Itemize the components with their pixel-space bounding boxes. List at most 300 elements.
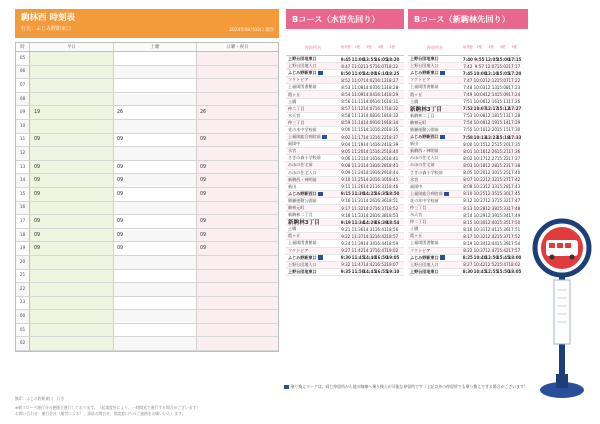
- trip-column-header: 3便: [366, 44, 372, 49]
- departure-time: 8:58: [341, 113, 351, 119]
- departure-time: 15:12: [496, 106, 510, 112]
- trip-column-header: 2便: [354, 44, 360, 49]
- stop-name-cell: [408, 240, 462, 246]
- stop-name: 新田: [288, 183, 297, 189]
- stop-name-cell: [286, 106, 340, 112]
- stop-row: [286, 134, 404, 141]
- departure-time: 8:53: [341, 84, 351, 90]
- departure-time: 9:02: [341, 134, 351, 140]
- stop-name: ふじみ野駅東口: [410, 70, 439, 76]
- stop-name: ふじみ野駅西口: [410, 134, 439, 140]
- departure-time: 11:50: [351, 269, 365, 275]
- departure-time: 14:34: [363, 240, 375, 246]
- stop-name: みほの住宅入口: [410, 155, 439, 161]
- departure-time: 9:45: [340, 56, 351, 62]
- holiday-minutes: [197, 297, 278, 310]
- departure-time: 9:08: [341, 162, 351, 168]
- departure-time: 16:47: [374, 248, 387, 254]
- departure-time: 7:52: [462, 106, 473, 112]
- hour-row: [16, 106, 278, 120]
- trip-column-header: 4便: [377, 44, 384, 49]
- departure-time: 7:42: [463, 63, 473, 69]
- transfer-badge-icon: [444, 192, 449, 197]
- stop-name: 上野台団地入口: [410, 261, 439, 267]
- departure-time: 10:13: [473, 134, 487, 140]
- departure-time: 18:31: [386, 99, 399, 105]
- stop-name-cell: [408, 99, 462, 105]
- departure-time: 10:06: [473, 99, 486, 105]
- departure-time: 10:00: [473, 70, 487, 76]
- departure-time: 16:36: [374, 198, 387, 204]
- departure-time: 8:00: [463, 141, 473, 147]
- departure-time: 17:42: [508, 177, 521, 183]
- departure-time: 15:13: [496, 113, 509, 119]
- hour-column-header: 時: [16, 43, 30, 51]
- stop-name-cell: [408, 212, 462, 218]
- stop-row: [408, 212, 520, 219]
- stop-name-cell: [286, 127, 340, 133]
- departure-time: 7:45: [462, 70, 473, 76]
- departure-time: 11:26: [351, 184, 364, 190]
- route-a-table: [286, 40, 404, 276]
- stop-name-cell: [286, 262, 340, 268]
- departure-time: 8:47: [341, 63, 351, 69]
- departure-time: 9:24: [341, 240, 351, 246]
- saturday-minutes: [114, 147, 197, 160]
- departure-time: 14:45: [363, 269, 377, 275]
- hour-cell: 08: [16, 93, 30, 106]
- departure-time: 16:55: [374, 269, 388, 275]
- departure-time: 14:04: [363, 92, 375, 98]
- stop-name: フクトピア: [410, 77, 431, 83]
- saturday-minutes: [114, 337, 197, 350]
- departure-time: 11:08: [351, 84, 364, 90]
- departure-time: 15:08: [496, 84, 509, 90]
- stop-name: 駒林元町: [288, 205, 305, 211]
- stop-name: フクトピア: [410, 247, 431, 253]
- departure-time: 8:19: [463, 240, 473, 246]
- weekday-minutes: 09: [30, 229, 114, 242]
- stop-row: [286, 170, 404, 177]
- stop-row: [286, 240, 404, 247]
- transfer-badge-icon: [322, 135, 327, 140]
- departure-time: 18:39: [386, 141, 399, 147]
- departure-time: 16:22: [374, 134, 387, 140]
- stop-column-header: 停留所名: [304, 44, 322, 50]
- stop-row: [286, 70, 404, 77]
- departure-time: 8:56: [341, 99, 351, 105]
- stop-name-cell: [286, 269, 340, 275]
- departure-time: 12:55: [485, 269, 499, 275]
- saturday-minutes: 09: [114, 188, 197, 201]
- destination-label: 行先：ふじみ野駅東口: [21, 26, 72, 32]
- departure-time: 11:13: [351, 113, 364, 119]
- saturday-minutes: [114, 283, 197, 296]
- weekday-minutes: [30, 270, 114, 283]
- departure-time: 8:08: [463, 184, 473, 190]
- departure-time: 7:47: [463, 77, 473, 83]
- departure-time: 8:15: [463, 219, 473, 225]
- departure-time: 8:17: [463, 233, 473, 239]
- departure-time: 8:03: [463, 162, 473, 168]
- stop-row: [408, 205, 520, 212]
- departure-time: 14:42: [363, 262, 375, 268]
- hour-cell: 12: [16, 147, 30, 160]
- stop-name-cell: [286, 177, 340, 183]
- departure-time: 14:27: [363, 205, 375, 211]
- stop-name: 霞ヶ丘: [288, 233, 301, 239]
- departure-time: 14:29: [363, 219, 377, 225]
- departure-time: 15:32: [496, 198, 509, 204]
- weekday-minutes: [30, 52, 114, 65]
- departure-time: 12:38: [485, 205, 497, 211]
- departure-time: 18:40: [386, 148, 399, 154]
- stop-name-cell: [408, 155, 462, 161]
- hour-cell: 13: [16, 161, 30, 174]
- saturday-minutes: [114, 297, 197, 310]
- stop-name-cell: [408, 127, 462, 133]
- departure-time: 15:00: [496, 56, 510, 62]
- departure-time: 10:25: [473, 191, 486, 197]
- departure-time: 12:35: [485, 191, 497, 197]
- departure-time: 10:02: [473, 77, 486, 83]
- stop-row: [286, 106, 404, 113]
- holiday-minutes: 09: [197, 161, 278, 174]
- departure-time: 12:23: [485, 134, 499, 140]
- hour-row: [16, 79, 278, 93]
- departure-time: 16:05: [374, 56, 388, 62]
- departure-time: 10:30: [473, 219, 486, 225]
- hour-cell: 21: [16, 270, 30, 283]
- holiday-minutes: [197, 324, 278, 337]
- departure-time: 17:17: [508, 63, 521, 69]
- departure-time: 9:35: [340, 269, 351, 275]
- saturday-minutes: [114, 324, 197, 337]
- hour-cell: 07: [16, 79, 30, 92]
- departure-time: 17:29: [508, 120, 521, 126]
- stop-name-cell: [286, 120, 340, 126]
- trip-column-header: 5便: [511, 44, 517, 49]
- departure-time: 17:57: [508, 248, 521, 254]
- stop-name-cell: [286, 240, 340, 246]
- transfer-badge-icon: [440, 135, 445, 140]
- departure-time: 12:30: [485, 170, 497, 176]
- departure-time: 7:51: [463, 99, 473, 105]
- departure-time: 8:50: [340, 70, 351, 76]
- departure-time: 10:34: [473, 240, 486, 246]
- stop-name-cell: [408, 198, 462, 204]
- departure-time: 16:12: [374, 77, 387, 83]
- departure-time: 12:33: [485, 184, 497, 190]
- saturday-minutes: 09: [114, 161, 197, 174]
- saturday-column-header: 土曜: [114, 43, 197, 51]
- departure-time: 8:16: [463, 226, 473, 232]
- stop-name-cell: [408, 248, 462, 254]
- departure-time: 17:30: [508, 127, 521, 133]
- departure-time: 11:36: [351, 226, 364, 232]
- departure-time: 17:28: [508, 113, 521, 119]
- departure-time: 16:39: [374, 219, 388, 225]
- departure-time: 12:10: [485, 70, 499, 76]
- departure-time: 9:17: [341, 205, 351, 211]
- stop-name: 霞ヶ丘: [410, 233, 423, 239]
- departure-time: 19:10: [386, 269, 400, 275]
- departure-time: 12:40: [485, 219, 497, 225]
- departure-time: 11:14: [351, 120, 364, 126]
- departure-time: 15:30: [496, 191, 509, 197]
- stop-row: [408, 155, 520, 162]
- stop-row: [408, 226, 520, 233]
- departure-time: 17:33: [508, 134, 522, 140]
- stop-name-cell: [286, 205, 340, 211]
- departure-time: 12:26: [485, 148, 497, 154]
- saturday-minutes: 26: [114, 106, 197, 119]
- stop-name: 勝瀬運動公園前: [288, 197, 317, 203]
- departure-time: 14:19: [363, 170, 375, 176]
- departure-time: 16:38: [374, 212, 387, 218]
- weekday-minutes: [30, 66, 114, 79]
- departure-time: 15:22: [496, 155, 509, 161]
- stop-row: [286, 255, 404, 262]
- departure-time: 8:52: [341, 77, 351, 83]
- departure-time: 10:27: [473, 198, 486, 204]
- stop-name-cell: [408, 77, 462, 83]
- route-b-header: Bコース（新駒林先回り）: [408, 9, 528, 29]
- holiday-minutes: [197, 79, 278, 92]
- stop-name-cell: [408, 56, 462, 62]
- stop-name: ふじみ野駅西口: [288, 190, 317, 196]
- departure-time: 10:03: [473, 84, 486, 90]
- stop-row: [286, 56, 404, 63]
- departure-time: 14:18: [363, 162, 375, 168]
- departure-time: 17:45: [508, 191, 521, 197]
- departure-time: 10:08: [473, 113, 486, 119]
- route-table-header: [286, 40, 404, 56]
- hourly-timetable: [15, 42, 279, 352]
- stop-row: [408, 141, 520, 148]
- stop-name: 上福岡総合病院前: [410, 190, 443, 196]
- departure-time: 14:14: [363, 141, 375, 147]
- departure-time: 16:07: [374, 63, 387, 69]
- departure-time: 9:04: [341, 141, 351, 147]
- departure-time: 18:22: [386, 63, 399, 69]
- hour-row: [16, 134, 278, 148]
- departure-time: 12:19: [485, 120, 497, 126]
- departure-time: 11:31: [351, 198, 364, 204]
- departure-time: 15:18: [496, 134, 510, 140]
- stop-row: [408, 240, 520, 247]
- departure-time: 15:47: [496, 262, 509, 268]
- stop-name: 福岡中: [288, 141, 301, 147]
- departure-time: 19:02: [386, 248, 399, 254]
- departure-time: 14:20: [363, 177, 375, 183]
- departure-time: 18:52: [386, 205, 399, 211]
- departure-time: 19:05: [386, 255, 400, 261]
- stop-name-cell: [286, 162, 340, 168]
- departure-time: 17:54: [508, 240, 521, 246]
- stop-name-cell: [286, 233, 340, 239]
- holiday-minutes: 09: [197, 215, 278, 228]
- departure-time: 7:58: [462, 134, 473, 140]
- timetable-title: 駒林西 時刻表: [21, 13, 75, 23]
- stop-name: フクトピア: [288, 77, 309, 83]
- hour-cell: 00: [16, 310, 30, 323]
- departure-time: 11:39: [351, 240, 364, 246]
- departure-time: 14:03: [363, 84, 375, 90]
- departure-time: 18:56: [386, 226, 399, 232]
- departure-time: 11:02: [351, 63, 364, 69]
- departure-time: 17:50: [508, 219, 521, 225]
- stop-name: ふじみ野駅東口: [288, 70, 317, 76]
- departure-time: 14:31: [363, 226, 375, 232]
- departure-time: 17:38: [508, 162, 521, 168]
- departure-time: 16:19: [374, 120, 387, 126]
- departure-time: 9:09: [341, 170, 351, 176]
- departure-time: 12:44: [485, 240, 497, 246]
- stop-name: 仲三丁目: [288, 119, 305, 125]
- departure-time: 9:05: [341, 148, 351, 154]
- departure-time: 11:32: [351, 205, 364, 211]
- stop-name: 霞ヶ丘: [410, 91, 423, 97]
- holiday-minutes: [197, 202, 278, 215]
- departure-time: 16:35: [374, 191, 388, 197]
- departure-time: 8:07: [463, 177, 473, 183]
- holiday-minutes: 09: [197, 242, 278, 255]
- departure-time: 18:00: [508, 255, 522, 261]
- stop-row: [286, 113, 404, 120]
- stop-row: [286, 177, 404, 184]
- stop-name-cell: [408, 120, 462, 126]
- footnote-contact: お問い合わせ：運行会社（運営による）、事前お問合せ、相談窓口へのご連絡をお願いいたします。: [15, 411, 186, 416]
- date-note: 2024年08月03日 現在: [229, 28, 274, 33]
- departure-time: 8:12: [463, 198, 473, 204]
- hour-cell: 23: [16, 297, 30, 310]
- departure-time: 15:28: [496, 184, 509, 190]
- saturday-minutes: 09: [114, 229, 197, 242]
- departure-time: 16:26: [374, 155, 387, 161]
- stop-row: [408, 84, 520, 91]
- holiday-minutes: [197, 310, 278, 323]
- hour-cell: 10: [16, 120, 30, 133]
- departure-time: 9:18: [341, 212, 351, 218]
- route-a-header: Bコース（水宮先回り）: [286, 9, 404, 29]
- departure-time: 16:25: [374, 148, 387, 154]
- stop-row: [408, 91, 520, 98]
- holiday-minutes: [197, 270, 278, 283]
- departure-time: 8:13: [463, 205, 473, 211]
- departure-time: 17:47: [508, 198, 521, 204]
- stop-name: フクトピア: [288, 247, 309, 253]
- stop-name: 仲三丁目: [410, 205, 427, 211]
- saturday-minutes: [114, 52, 197, 65]
- stop-name: みほの住宅前: [288, 162, 313, 168]
- stop-name: 新駒林3丁目: [288, 220, 320, 227]
- departure-time: 16:14: [374, 92, 387, 98]
- departure-time: 11:23: [351, 162, 364, 168]
- hour-row: [16, 174, 278, 188]
- departure-time: 17:27: [508, 106, 522, 112]
- hour-cell: 06: [16, 66, 30, 79]
- stop-row: [286, 120, 404, 127]
- stop-row: [408, 77, 520, 84]
- holiday-minutes: [197, 120, 278, 133]
- footnote-destination: 無印：ふじみ野駅東口 行き: [15, 396, 65, 401]
- departure-time: 14:07: [363, 106, 375, 112]
- saturday-minutes: 09: [114, 242, 197, 255]
- departure-time: 18:34: [386, 120, 399, 126]
- hour-row: [16, 324, 278, 338]
- holiday-minutes: 26: [197, 106, 278, 119]
- hour-cell: 01: [16, 324, 30, 337]
- weekday-minutes: [30, 256, 114, 269]
- departure-time: 9:55: [474, 56, 485, 62]
- weekday-minutes: [30, 79, 114, 92]
- departure-time: 15:35: [496, 219, 509, 225]
- stop-name-cell: [408, 205, 462, 211]
- stop-name-cell: [408, 141, 462, 147]
- stop-name: 花の木中学校前: [288, 126, 317, 132]
- stop-name-cell: [286, 218, 340, 226]
- departure-time: 17:35: [508, 141, 521, 147]
- departure-time: 11:15: [351, 127, 364, 133]
- stop-row: [286, 184, 404, 191]
- stop-row: [286, 248, 404, 255]
- stop-row: [286, 205, 404, 212]
- hour-row: [16, 93, 278, 107]
- departure-time: 8:01: [463, 148, 473, 154]
- departure-time: 10:37: [473, 248, 486, 254]
- departure-time: 12:37: [485, 198, 497, 204]
- departure-time: 9:11: [341, 184, 351, 190]
- departure-time: 17:49: [508, 212, 521, 218]
- departure-time: 12:18: [485, 113, 497, 119]
- departure-time: 10:17: [473, 155, 486, 161]
- stop-name: 新駒西・神明前: [288, 176, 317, 182]
- stop-row: [286, 198, 404, 205]
- departure-time: 16:10: [374, 70, 388, 76]
- stop-name-cell: [286, 134, 340, 140]
- departure-time: 14:09: [363, 120, 375, 126]
- stop-name: 上野台団地東口: [288, 268, 317, 274]
- departure-time: 15:34: [496, 212, 509, 218]
- holiday-minutes: [197, 337, 278, 350]
- stop-name: ふじみ野駅東口: [288, 254, 317, 260]
- stop-name-cell: [408, 233, 462, 239]
- hour-row: [16, 147, 278, 161]
- departure-time: 15:14: [496, 120, 509, 126]
- departure-time: 11:11: [351, 99, 364, 105]
- stop-name: 土橋: [288, 98, 297, 104]
- departure-time: 13:57: [363, 63, 375, 69]
- departure-time: 12:14: [485, 92, 497, 98]
- departure-time: 18:35: [386, 127, 399, 133]
- departure-time: 11:45: [351, 255, 365, 261]
- stop-name-cell: [286, 92, 340, 98]
- stop-row: [286, 262, 404, 269]
- trip-column-header: 3便: [488, 44, 494, 49]
- departure-time: 12:32: [485, 177, 497, 183]
- stop-name-cell: [408, 113, 462, 119]
- departure-time: 16:20: [374, 127, 387, 133]
- departure-time: 18:20: [386, 56, 400, 62]
- departure-time: 11:07: [351, 77, 364, 83]
- stop-name-cell: [408, 255, 462, 261]
- stop-name: 駒林元町: [410, 119, 427, 125]
- stop-name-cell: [408, 262, 462, 268]
- departure-time: 15:09: [496, 92, 509, 98]
- departure-time: 14:16: [363, 155, 375, 161]
- stop-row: [408, 162, 520, 169]
